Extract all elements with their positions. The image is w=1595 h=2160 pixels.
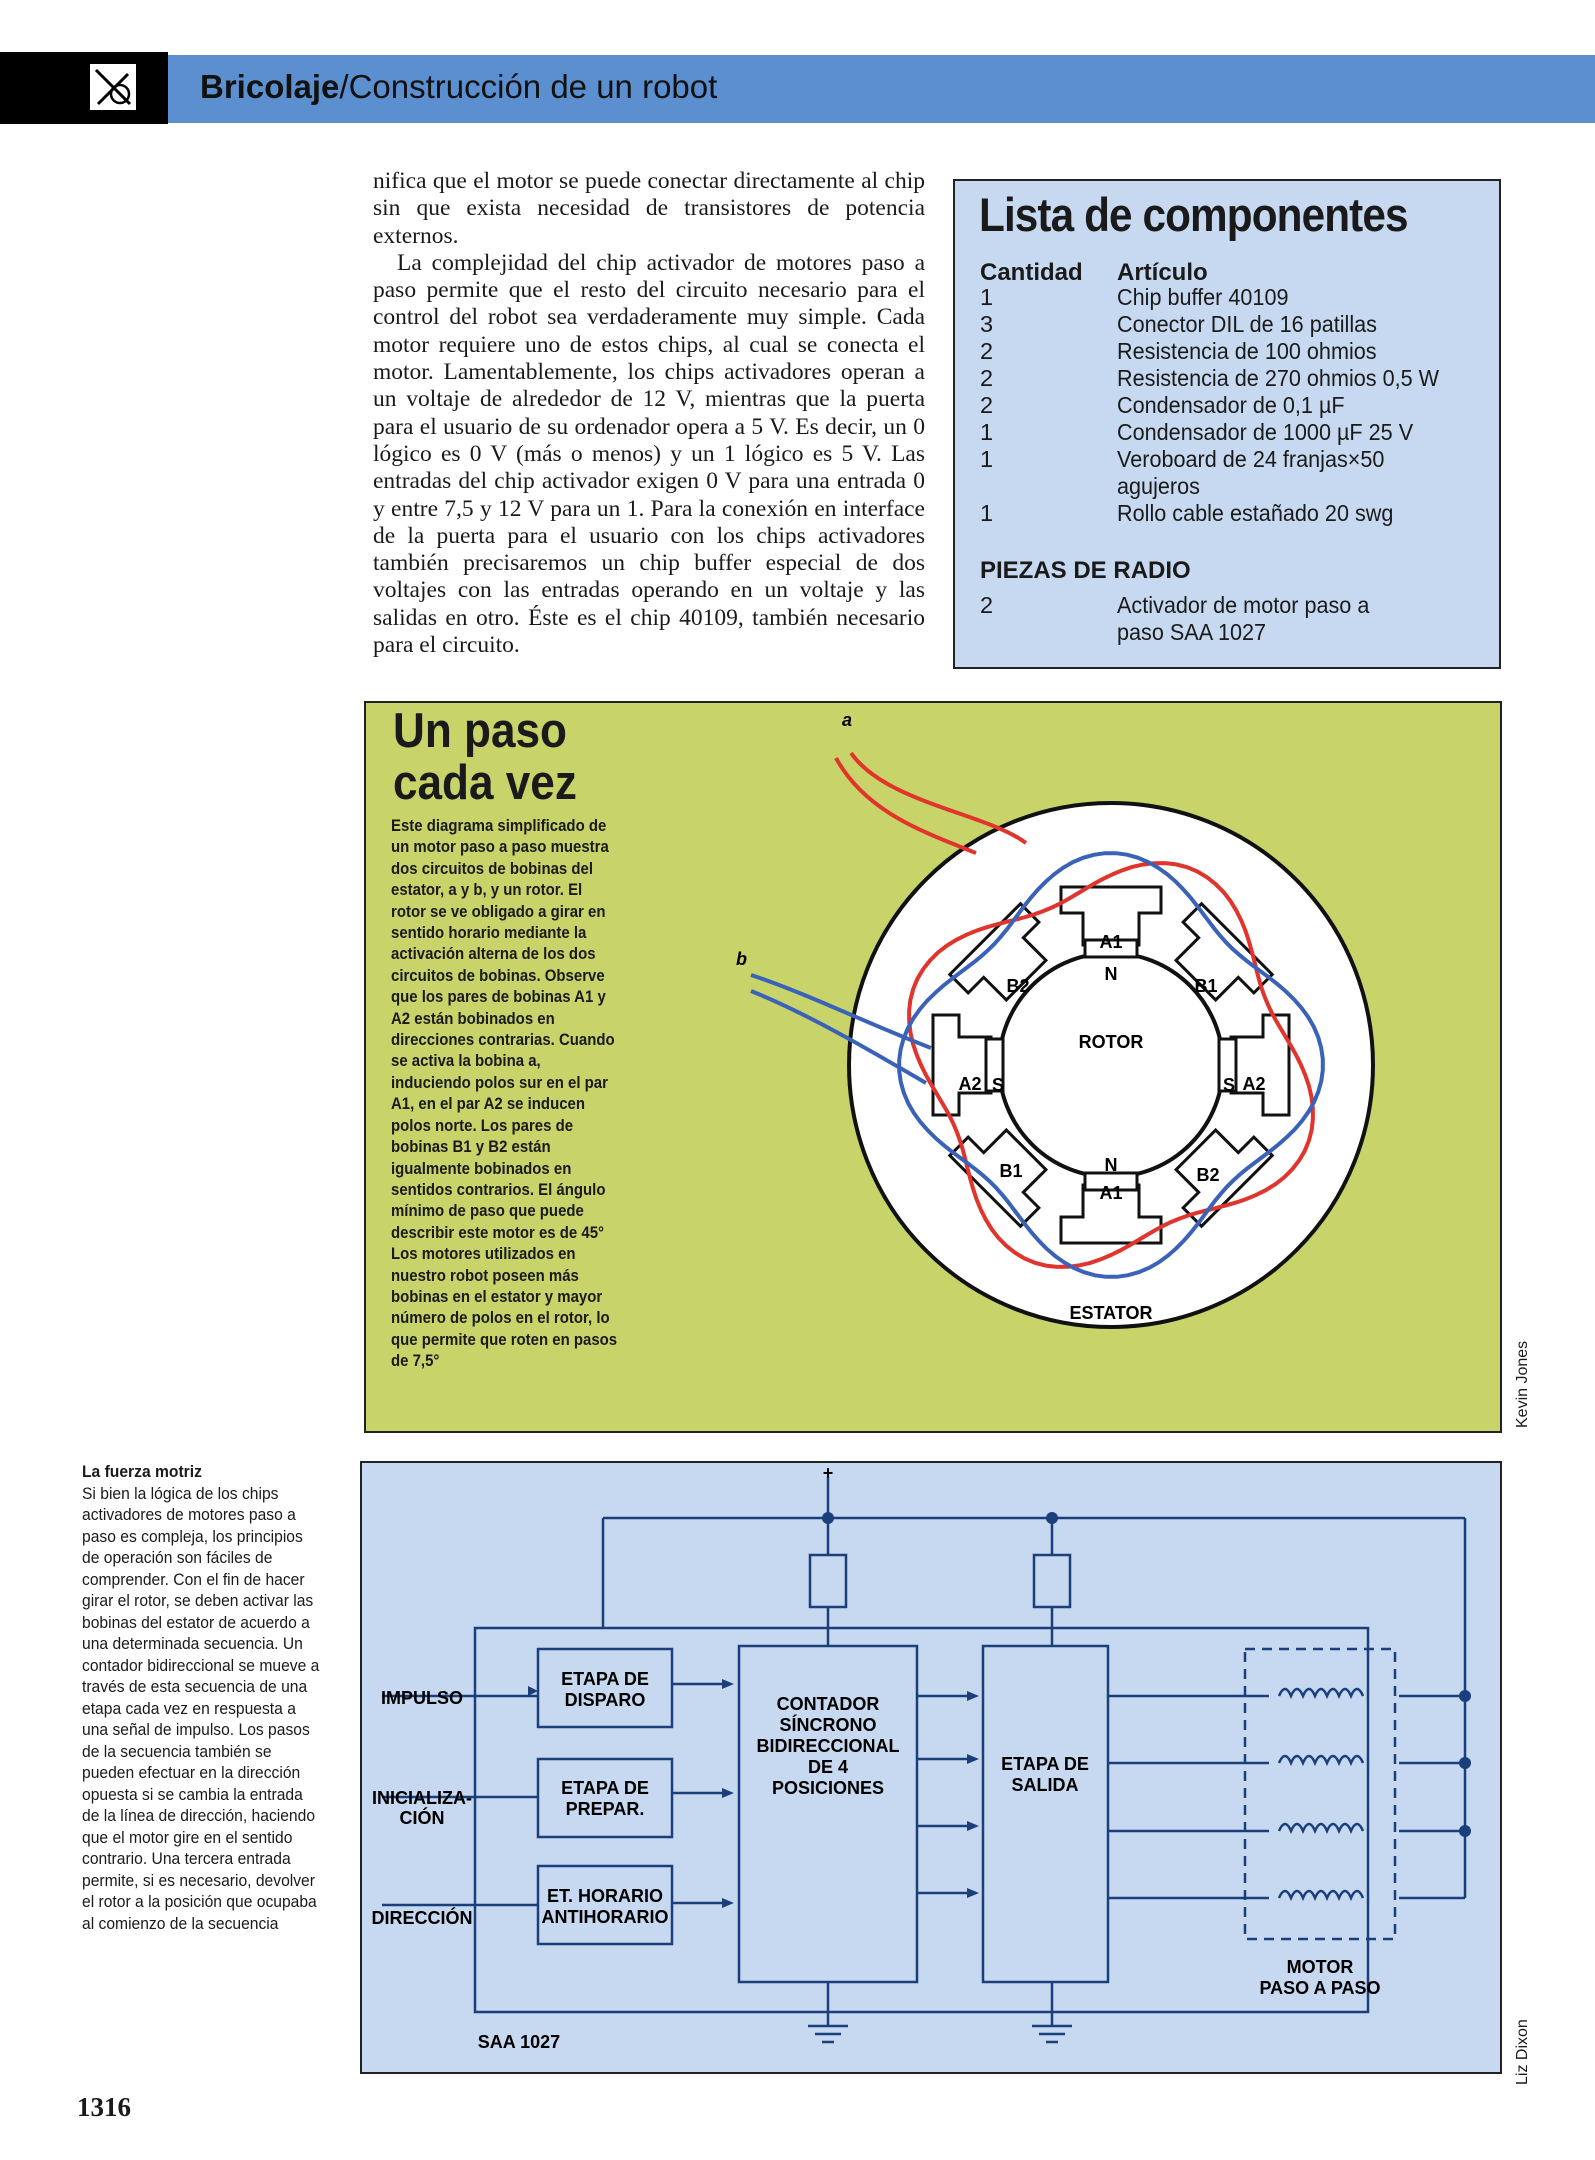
direction-stage-label-2: ANTIHORARIO xyxy=(541,1907,669,1927)
motor-box xyxy=(1245,1649,1395,1939)
item-header: Artículo xyxy=(1117,259,1208,286)
stepper-motor-diagram xyxy=(366,703,1500,1431)
diagram-credit: Liz Dixon xyxy=(1514,2019,1531,2085)
a2-right-label: A2 xyxy=(1242,1074,1266,1094)
paragraph: nifica que el motor se puede conectar directamente al chip sin que exista necesidad de transistores de potencia externos. xyxy=(373,168,925,249)
stator-label: ESTATOR xyxy=(1069,1303,1153,1323)
output-stage-label-2: SALIDA xyxy=(1011,1775,1079,1795)
sidebar-title: La fuerza motriz xyxy=(82,1462,202,1481)
rotor-label: ROTOR xyxy=(1078,1032,1144,1052)
article-body xyxy=(373,168,925,659)
b1-bottom-label: B1 xyxy=(999,1161,1023,1181)
north-pole-top: N xyxy=(1104,964,1118,984)
prep-stage-label: ETAPA DE xyxy=(561,1778,649,1798)
sidebar-text: Si bien la lógica de los chips activadores de motores paso a paso es compleja, los principios de operación son fáciles de comprender. Con el fin de hacer girar el rotor, se deben activar las bobinas del estator de acuerdo a una determinada secuencia. Un contador bidireccional se mueve a través de esta secuencia de una etapa cada vez en respuesta a una señal de impulso. Los pasos de la secuencia también se pueden efectuar en la dirección opuesta si se cambia la entrada de la línea de dirección, haciendo que el motor gire en el sentido contrario. Una tercera entrada permite, si es necesario, devolver el rotor a la posición que ocupaba al comienzo de la secuencia xyxy=(82,1483,320,1933)
a2-left-label: A2 xyxy=(958,1074,982,1094)
counter-label-3: BIDIRECCIONAL xyxy=(756,1736,900,1756)
qty-header: Cantidad xyxy=(980,259,1083,286)
section-title: Bricolaje/Construcción de un robot xyxy=(200,68,718,105)
coil-a-label: a xyxy=(842,710,853,730)
input-direction-label: DIRECCIÓN xyxy=(371,1908,473,1928)
radio-parts-title: PIEZAS DE RADIO xyxy=(980,557,1191,584)
coil-4 xyxy=(1279,1891,1363,1898)
tools-icon xyxy=(88,62,138,112)
paragraph: La complejidad del chip activador de motores paso a paso permite que el resto del circuito necesario para el control del robot sea verdaderamente muy simple. Cada motor requiere uno de estos chips, al cual se conecta el motor. Lamentablemente, los chips activadores operan a un voltaje de alrededor de 12 V, mientras que la puerta para el usuario de su ordenador opera a 5 V. Es decir, un 0 lógico es 0 V (más o menos) y un 1 lógico es 5 V. Las entradas del chip activador exigen 0 V para una entrada 0 y entre 7,5 y 12 V para un 1. Para la conexión en interface de la puerta para el usuario con los chips activadores también precisaremos un chip buffer especial de dos voltajes con las entradas operando en un voltaje y las salidas en otro. Éste es el chip 40109, también necesario para el circuito. xyxy=(373,249,925,659)
block-diagram xyxy=(362,1463,1500,2072)
coil-2 xyxy=(1279,1756,1363,1763)
south-pole-left: S xyxy=(991,1075,1005,1095)
block-diagram-panel xyxy=(360,1461,1502,2074)
coil-3 xyxy=(1279,1824,1363,1831)
page-number: 1316 xyxy=(77,2092,131,2122)
north-pole-bottom: N xyxy=(1104,1155,1118,1175)
prep-stage-box xyxy=(538,1759,672,1837)
coil-1 xyxy=(1279,1689,1363,1696)
illustrator-credit: Kevin Jones xyxy=(1514,1340,1531,1428)
a1-bottom-label: A1 xyxy=(1099,1183,1123,1203)
input-reset-label-2: CIÓN xyxy=(399,1808,445,1828)
b1-top-label: B1 xyxy=(1194,976,1218,996)
panel-title: Un paso cada vez xyxy=(393,704,577,810)
trigger-stage-label: ETAPA DE xyxy=(561,1669,649,1689)
input-reset-label: INICIALIZA- xyxy=(372,1788,472,1808)
chip-label: SAA 1027 xyxy=(477,2032,561,2052)
header-icon-block xyxy=(0,52,168,124)
counter-label-2: SÍNCRONO xyxy=(779,1715,877,1735)
motor-label: MOTOR xyxy=(1286,1957,1354,1977)
motor-label-2: PASO A PASO xyxy=(1259,1978,1381,1998)
counter-label-1: CONTADOR xyxy=(776,1694,880,1714)
south-pole-right: S xyxy=(1222,1075,1236,1095)
components-list: Lista de componentes Cantidad Artículo 1 Chip buffer 40109 3 Conector DIL de 16 patillas 2 Resistencia de 100 ohmios 2 Resistencia de 270 ohmios 0,5 W 2 Condensador de 0,1 µF 1 Condensador de 1000 µF 25 V 1 Veroboard de 24 franjas×50 agujeros 1 Rollo cable estañado 20 swg PIEZAS DE RADIO 2 Activador de motor paso a paso SAA 1027 xyxy=(953,179,1501,669)
prep-stage-label-2: PREPAR. xyxy=(565,1799,645,1819)
b2-top-label: B2 xyxy=(1006,976,1030,996)
output-stage-box xyxy=(983,1646,1108,1982)
stepper-diagram-panel xyxy=(364,701,1502,1433)
resistor-2 xyxy=(1034,1555,1070,1607)
input-impulse-label: IMPULSO xyxy=(380,1688,464,1708)
lead-a-2 xyxy=(851,753,1026,843)
trigger-stage-label-2: DISPARO xyxy=(564,1690,646,1710)
coil-b-label: b xyxy=(736,949,747,969)
plus-supply-label: + xyxy=(822,1463,834,1483)
counter-label-5: POSICIONES xyxy=(771,1778,885,1798)
direction-stage-label: ET. HORARIO xyxy=(546,1886,664,1906)
resistor-1 xyxy=(810,1555,846,1607)
counter-label-4: DE 4 xyxy=(807,1757,849,1777)
rotor-body xyxy=(999,953,1223,1177)
b2-bottom-label: B2 xyxy=(1196,1165,1220,1185)
output-stage-label: ETAPA DE xyxy=(1001,1754,1089,1774)
a1-top-label: A1 xyxy=(1099,932,1123,952)
panel-caption: Este diagrama simplificado de un motor paso a paso muestra dos circuitos de bobinas del estator, a y b, y un rotor. El rotor se ve obligado a girar en sentido horario mediante la activación alterna de los dos circuitos de bobinas. Observe que los pares de bobinas A1 y A2 están bobinados en direcciones contrarias. Cuando se activa la bobina a, induciendo polos sur en el par A1, en el par A2 se inducen polos norte. Los pares de bobinas B1 y B2 están igualmente bobinados en sentidos contrarios. El ángulo mínimo de paso que puede describir este motor es de 45° Los motores utilizados en nuestro robot poseen más bobinas en el estator y mayor número de polos en el rotor, lo que permite que roten en pasos de 7,5° xyxy=(391,816,618,1371)
lead-a-1 xyxy=(836,758,976,853)
components-title: Lista de componentes xyxy=(979,188,1408,241)
sidebar-caption xyxy=(82,1461,319,1934)
